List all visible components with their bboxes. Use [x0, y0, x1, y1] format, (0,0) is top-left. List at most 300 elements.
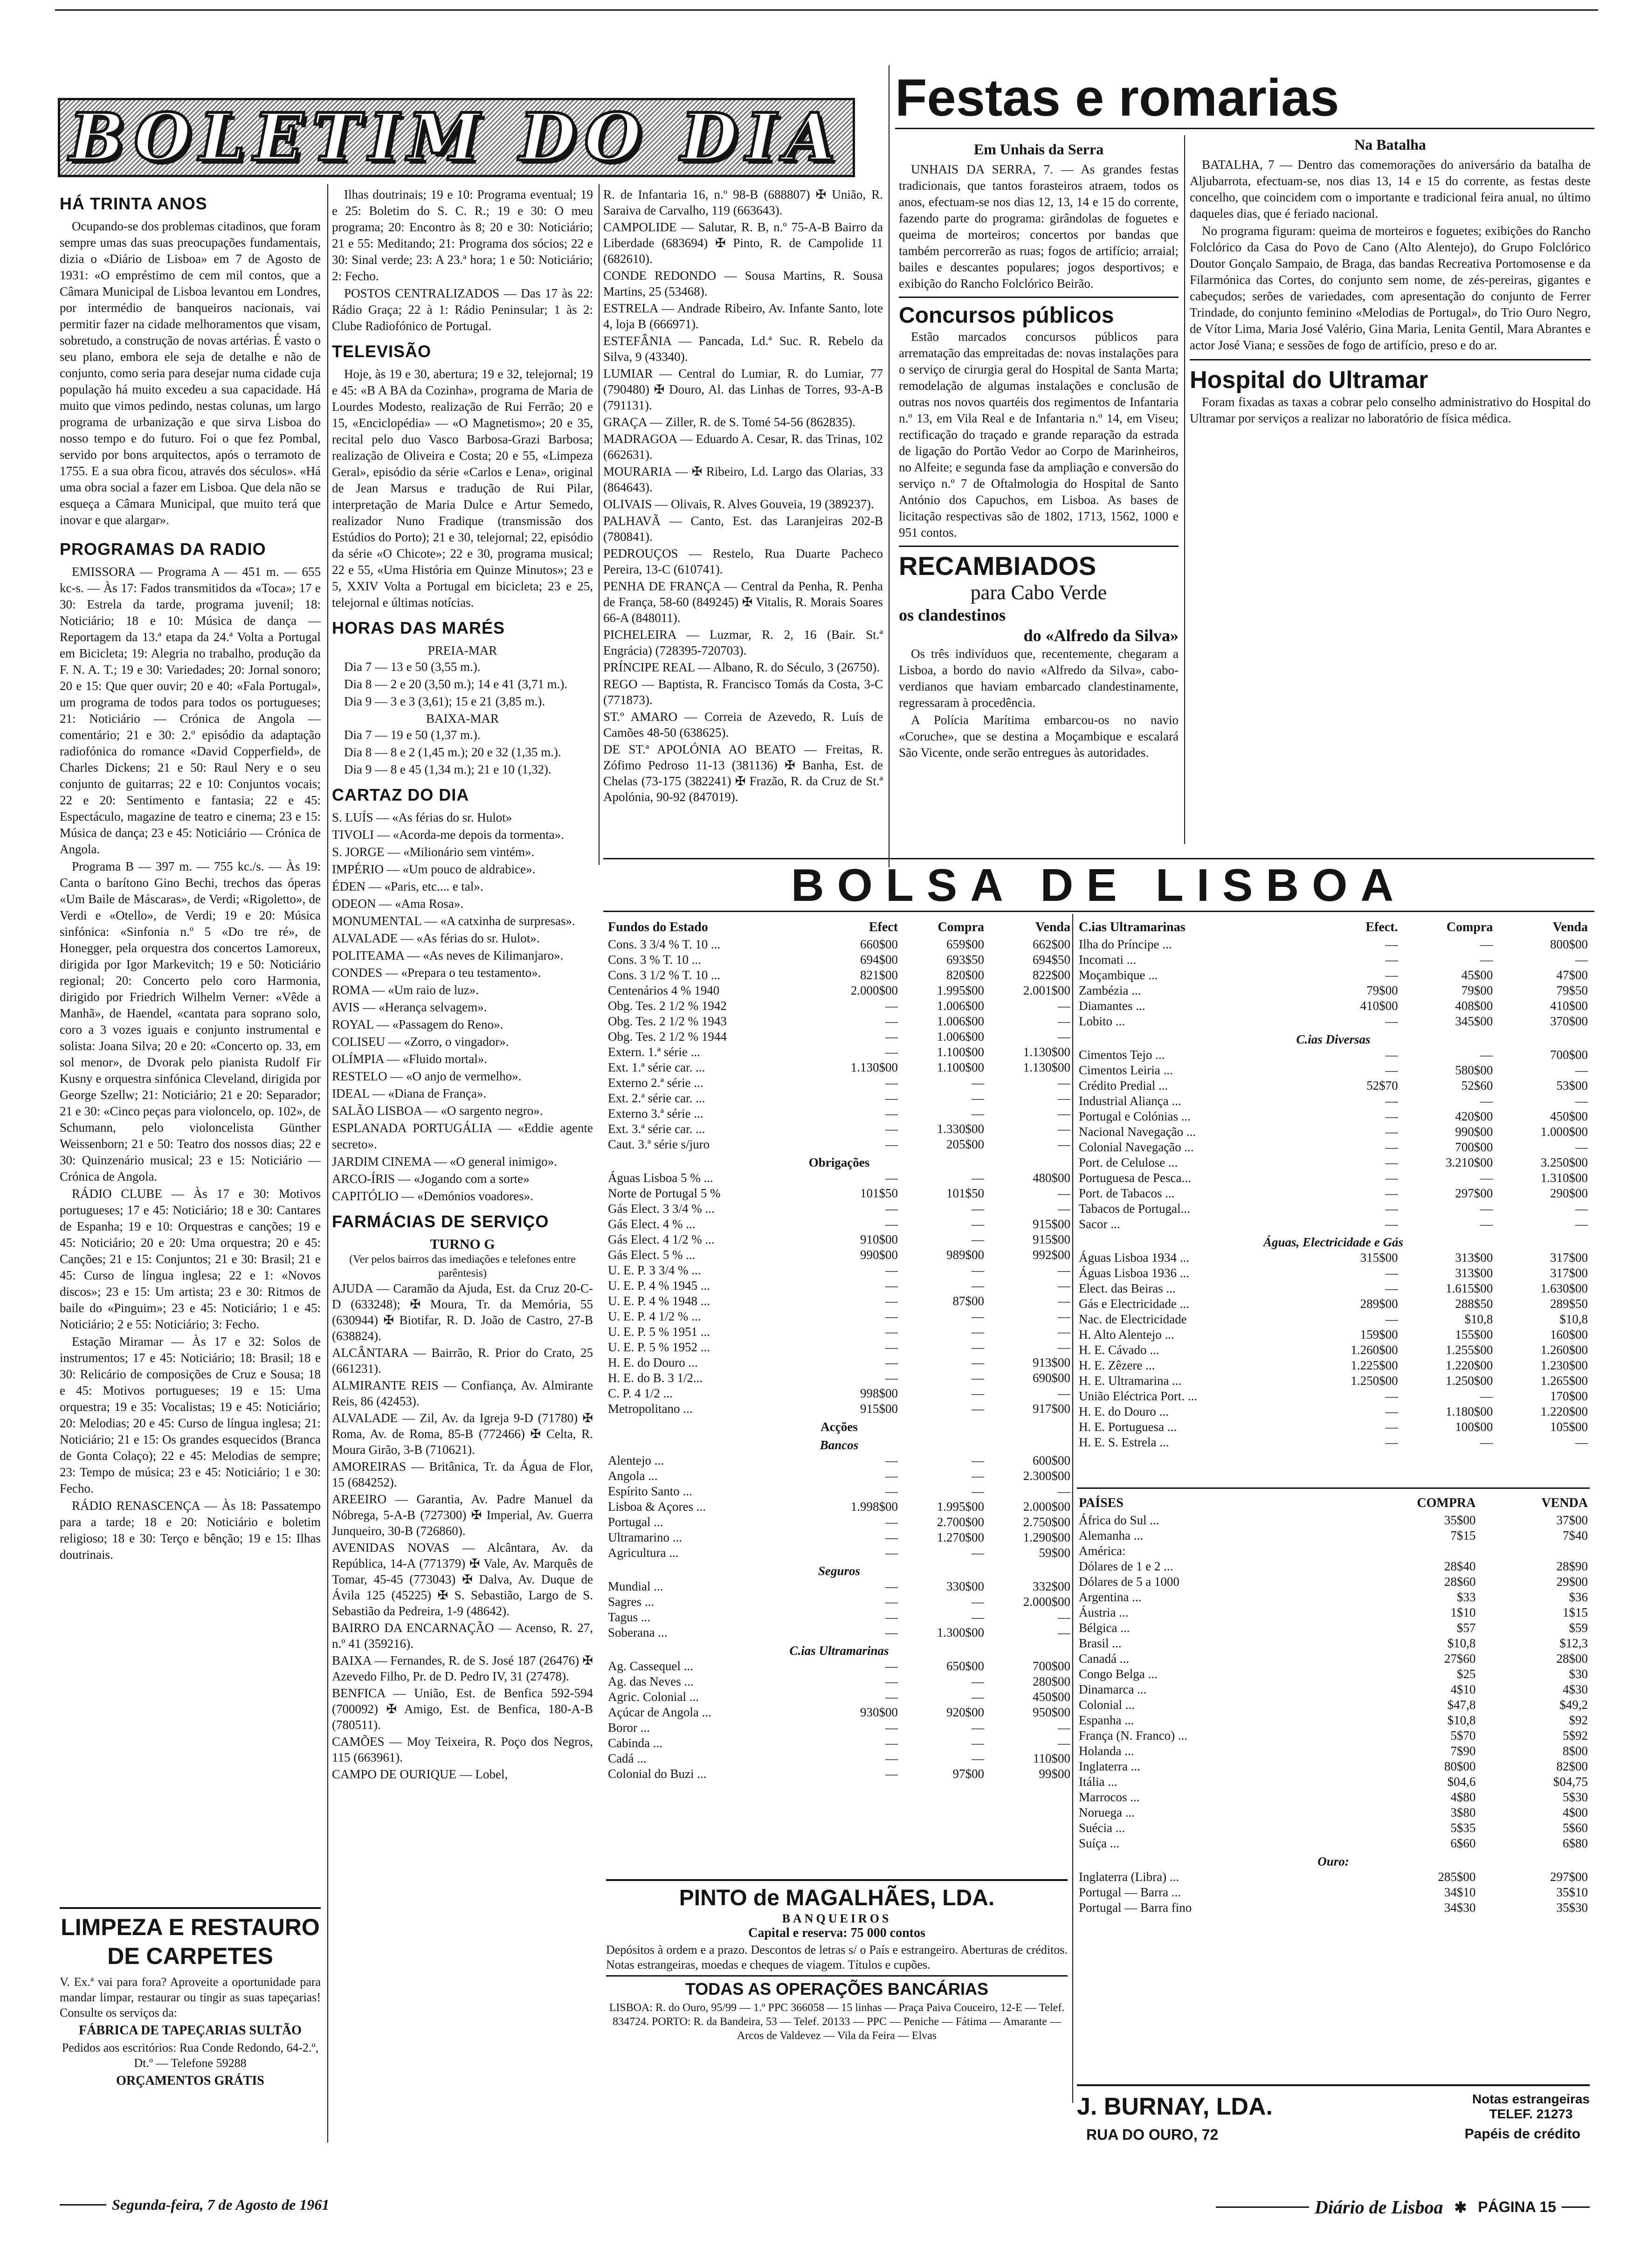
stock-row — [1077, 1389, 1590, 1404]
cinema-listing: IDEAL — «Diana de França». — [332, 1086, 487, 1100]
cell: 99$00 — [1039, 1767, 1070, 1781]
cell: — — [972, 1340, 984, 1354]
cell: 5$30 — [1563, 1790, 1588, 1804]
cell: Industrial Aliança ... — [1079, 1094, 1181, 1108]
cell: 2.000$00 — [850, 983, 898, 997]
pinto-sub: BANQUEIROS — [782, 1912, 892, 1925]
bolsa-right-table — [1077, 918, 1590, 1450]
pharmacy-entry: BENFICA — União, Est. de Benfica 592-594 (700092) ✠ Amigo, Est. de Benfica, 180-A-B (780511). — [332, 1686, 593, 1732]
currency-row — [1077, 1543, 1590, 1559]
cell: — — [885, 1325, 898, 1339]
cell: 370$00 — [1550, 1014, 1588, 1028]
unhais-text: UNHAIS DA SERRA, 7. — As grandes festas tradicionais, que tantos forasteiros atraem, todos os anos, efectuam-se nos dias 12, 13, 14 e 15 do corrente, fazendo parte do programa: girândolas de foguetes e queima de morteiros; concertos por bandas que também percorrerão as ruas; fogos de artifício; arraial; bailes e descantes populares; jogos desportivos; e exibição do Rancho Folclórico Beirão. — [899, 162, 1179, 290]
cell: — — [1385, 1048, 1398, 1062]
cell: Áustria ... — [1079, 1605, 1129, 1619]
pharmacy-entry: PALHAVÃ — Canto, Est. das Laranjeiras 202-B (780841). — [603, 514, 883, 544]
pharmacy-entry: BAIXA — Fernandes, R. de S. José 187 (26476) ✠ Azevedo Filho, Pr. de D. Pedro IV, 31 (27478). — [332, 1653, 593, 1683]
stock-row — [606, 1029, 1072, 1044]
group-heading: Obrigações — [808, 1155, 870, 1169]
pharmacy-entry: PENHA DE FRANÇA — Central da Penha, R. Penha de França, 58-60 (849245) ✠ Vitalis, R. Morais Soares 66-A (848011). — [603, 579, 883, 625]
cell: — — [1058, 1186, 1070, 1200]
burnay-note-2: TELEF. 21273 — [1489, 2107, 1573, 2121]
cell: — — [885, 1091, 898, 1105]
cell: Sagres ... — [608, 1595, 654, 1609]
stock-row — [1077, 1265, 1590, 1281]
currency-row — [1077, 1528, 1590, 1543]
cell: 1.330$00 — [937, 1122, 984, 1136]
pharmacy-entry: MADRAGOA — Eduardo A. Cesar, R. das Trinas, 102 (662631). — [603, 432, 883, 462]
cell: 650$00 — [946, 1659, 984, 1673]
pharmacy-entry: AMOREIRAS — Britânica, Tr. da Água de Flor, 15 (684252). — [332, 1459, 593, 1489]
cell: 6$60 — [1450, 1836, 1476, 1850]
cell: França (N. Franco) ... — [1079, 1729, 1188, 1742]
pinto-title: PINTO de MAGALHÃES, LDA. — [679, 1886, 995, 1910]
pharmacy-entry: CAMPO DE OURIQUE — Lobel, — [332, 1767, 508, 1781]
cinema-listing: COLISEU — «Zorro, o vingador». — [332, 1035, 509, 1049]
stock-row — [1077, 1078, 1590, 1093]
baixa-mar-list — [332, 727, 593, 778]
pharmacy-entry: R. de Infantaria 16, n.º 98-B (688807) ✠ União, R. Saraiva de Carvalho, 119 (663643). — [603, 187, 883, 217]
currency-row — [1077, 1759, 1590, 1774]
cinema-listing: S. JORGE — «Milionário sem vintém». — [332, 845, 535, 859]
cell: Cimentos Tejo ... — [1079, 1048, 1165, 1062]
cell: 3.210$00 — [1446, 1155, 1493, 1169]
cell: $47,8 — [1447, 1698, 1476, 1712]
ad-limpeza-carpetes — [60, 1907, 321, 2088]
cell: Ag. Cassequel ... — [608, 1659, 693, 1673]
stock-row — [606, 1106, 1072, 1121]
cell: — — [885, 1659, 898, 1673]
cell: — — [885, 1106, 898, 1120]
cambios-rule — [1077, 1487, 1590, 1489]
cell: 992$00 — [1033, 1248, 1070, 1262]
cell: 693$50 — [946, 953, 984, 967]
cell: Inglaterra (Libra) ... — [1079, 1870, 1179, 1884]
cell: — — [972, 1610, 984, 1624]
cell: — — [972, 1402, 984, 1416]
stock-row — [606, 1137, 1072, 1152]
cell: — — [972, 1355, 984, 1369]
cell: Portugal — Barra fino — [1079, 1901, 1192, 1915]
radio-program-paragraph: Estação Miramar — Às 17 e 32: Solos de instrumentos; 17 e 45: Noticiário; 18: Brasil; 18 e 30: Relicário de composições de Cruz e Sousa; 18 e 45: Motivos portugueses; 19 e 15: Uma orquestra; 19 e 35: Vocalistas; 19 e 45: Noticiário; 20: Melodias; 20 e 45: Curso de língua inglesa; 21: Noticiário; 21 e 15: Os grandes esquecidos (Branca de Gonta Colaço); 22 e 45: Melodias de sempre; 23: Tempo de música; 23 e 45: Noticiário; 1 e 30: Fecho. — [60, 1335, 321, 1495]
batalha-text-2: No programa figuram: queima de morteiros e foguetes; exibições do Rancho Folclórico da Casa do Povo de Cano (Alto Alentejo), do Grupo Folclórico Doutor Gonçalo Sampaio, de Braga, das bandas Recreativa Portomosense e da Filarmónica das Cortes, do conjunto sem nome, de zés-pereiras, gigantes e cabeçudos; serões de variedades, com apresentação do conjunto de Ferrer Trindade, do conjunto feminino «Melodias de Portugal», do Trio Ouro Negro, de Vítor Lima, Maria José Valério, Gina Maria, Lenita Gentil, Mara Abrantes e actor José Viana; e sessões de fogo de artifício, preso e do ar. — [1190, 224, 1591, 352]
cell: — — [885, 1579, 898, 1593]
cell: — — [885, 1371, 898, 1385]
bolsa-section — [603, 858, 1594, 912]
cell: Suíça ... — [1079, 1836, 1119, 1850]
stock-row — [1077, 1047, 1590, 1063]
concursos-title: Concursos públicos — [899, 303, 1114, 328]
stock-row — [606, 1594, 1072, 1610]
stock-row — [606, 1170, 1072, 1186]
cell: 79$00 — [1461, 983, 1493, 997]
stock-row — [1077, 1093, 1590, 1109]
cell: 79$00 — [1366, 983, 1398, 997]
column-header: Efect — [869, 920, 898, 934]
cell: — — [885, 1355, 898, 1369]
cell: Dólares de 1 e 2 ... — [1079, 1559, 1173, 1573]
group-heading: Seguros — [818, 1564, 861, 1578]
cell: 915$00 — [860, 1402, 898, 1416]
cell: — — [1058, 1736, 1070, 1750]
cell: — — [1480, 1171, 1493, 1185]
cell: Port. de Celulose ... — [1079, 1155, 1178, 1169]
tide-entry: Dia 8 — 8 e 2 (1,45 m.); 20 e 32 (1,35 m.). — [344, 745, 561, 759]
cell: Sacor ... — [1079, 1217, 1120, 1231]
cell: 915$00 — [1033, 1217, 1070, 1231]
cell: Dólares de 5 a 1000 — [1079, 1575, 1179, 1589]
cell: — — [1480, 953, 1493, 967]
cell: $36 — [1569, 1590, 1588, 1604]
cell: Ilha do Príncipe ... — [1079, 937, 1172, 951]
currency-row — [1077, 1605, 1590, 1620]
cell: $10,8 — [1464, 1312, 1493, 1326]
farmacias-note: (Ver pelos bairros das imediações e telefones entre parêntesis) — [349, 1253, 576, 1279]
column-header: Venda — [1035, 920, 1070, 934]
cell: 1.006$00 — [937, 1014, 984, 1028]
cell: — — [1058, 1030, 1070, 1044]
cell: — — [1385, 1266, 1398, 1280]
stock-row — [606, 1530, 1072, 1545]
cell: — — [972, 1202, 984, 1216]
cell: — — [1385, 1014, 1398, 1028]
stock-row — [1077, 1404, 1590, 1419]
pharmacy-entry: AREEIRO — Garantia, Av. Padre Manuel da Nóbrega, 5-A-B (727300) ✠ Imperial, Av. Guerra Junqueiro, 30-B (726860). — [332, 1492, 593, 1538]
cell: Suécia ... — [1079, 1821, 1125, 1835]
column-3 — [603, 187, 883, 806]
stock-row — [606, 998, 1072, 1014]
cell: — — [972, 1453, 984, 1467]
cell: — — [885, 1014, 898, 1028]
pharmacy-entry: CAMÕES — Moy Teixeira, R. Poço dos Negros, 115 (663961). — [332, 1735, 593, 1764]
cell: 2.700$00 — [937, 1515, 984, 1529]
cell: — — [885, 1625, 898, 1639]
preia-mar-list — [332, 659, 593, 710]
cell: — — [1575, 1140, 1588, 1154]
cell: 821$00 — [860, 968, 898, 982]
cell: 1.220$00 — [1446, 1358, 1493, 1372]
cell: — — [1058, 999, 1070, 1013]
stock-row — [606, 1659, 1072, 1674]
cell: Externo 3.ª série ... — [608, 1106, 703, 1120]
cell: 5$60 — [1563, 1821, 1588, 1835]
batalha-heading: Na Batalha — [1354, 136, 1426, 153]
cinema-listing: AVIS — «Herança selvagem». — [332, 1000, 487, 1014]
heading-horas-mares: HORAS DAS MARÉS — [332, 618, 505, 637]
cell: H. E. S. Estrela ... — [1079, 1435, 1169, 1449]
column-5 — [1190, 135, 1591, 428]
cell: Diamantes ... — [1079, 999, 1145, 1013]
cell: — — [1480, 1048, 1493, 1062]
cell: 317$00 — [1550, 1266, 1588, 1280]
cell: 5$35 — [1450, 1821, 1476, 1835]
cell: — — [1480, 1217, 1493, 1231]
cell: — — [1575, 1094, 1588, 1108]
cell: — — [885, 1122, 898, 1136]
cell: Itália ... — [1079, 1775, 1117, 1789]
cell: — — [885, 1690, 898, 1704]
column-header: COMPRA — [1417, 1496, 1476, 1510]
cell: $92 — [1569, 1713, 1588, 1727]
column-header: PAÍSES — [1079, 1496, 1124, 1510]
footer-date: Segunda-feira, 7 de Agosto de 1961 — [112, 2196, 330, 2213]
cell: Port. de Tabacos ... — [1079, 1186, 1175, 1200]
cell: Ext. 1.ª série car. ... — [608, 1060, 705, 1074]
currency-row — [1077, 1574, 1590, 1590]
cell: H. E. do B. 3 1/2... — [608, 1371, 703, 1385]
recambiados-title: RECAMBIADOS — [899, 551, 1096, 581]
cell: — — [1058, 1294, 1070, 1308]
cell: 920$00 — [946, 1705, 984, 1719]
cell: 59$00 — [1039, 1546, 1070, 1560]
preia-mar-title: PREIA-MAR — [427, 643, 497, 657]
programas-radio-text — [60, 564, 321, 1563]
cell: 8$00 — [1563, 1744, 1588, 1758]
cell: H. E. Cávado ... — [1079, 1343, 1159, 1357]
cell: Externo 2.ª série ... — [608, 1076, 703, 1090]
stock-row — [606, 1736, 1072, 1751]
tide-entry: Dia 7 — 19 e 50 (1,37 m.). — [344, 728, 481, 742]
heading-farmacias: FARMÁCIAS DE SERVIÇO — [332, 1212, 549, 1231]
cinema-listing: ROMA — «Um raio de luz». — [332, 983, 479, 997]
ad-pinto-magalhaes — [606, 1879, 1068, 2043]
cell: Moçambique ... — [1079, 968, 1158, 982]
cell: 1.100$00 — [937, 1045, 984, 1059]
stock-row — [606, 983, 1072, 998]
cell: 1.630$00 — [1540, 1281, 1588, 1295]
stock-row — [606, 1545, 1072, 1561]
pinto-capital: Capital e reserva: 75 000 contos — [748, 1926, 925, 1940]
cell: 1.130$00 — [1023, 1045, 1070, 1059]
cell: 420$00 — [1455, 1109, 1493, 1123]
cinema-listing: ARCO-ÍRIS — «Jogando com a sorte» — [332, 1172, 530, 1186]
cell: 910$00 — [860, 1232, 898, 1246]
cell: Espírito Santo ... — [608, 1484, 692, 1498]
stock-row — [606, 1014, 1072, 1029]
pinto-rule — [606, 1975, 1068, 1977]
cinema-listing: ROYAL — «Passagem do Reno». — [332, 1017, 503, 1031]
stock-row — [606, 1484, 1072, 1499]
stock-row — [606, 1152, 1072, 1170]
cell: — — [885, 1309, 898, 1323]
footer-page: PÁGINA 15 — [1478, 2199, 1556, 2215]
masthead-title: BOLETIM DO DIA — [69, 99, 844, 176]
cell: 297$00 — [1455, 1186, 1493, 1200]
stock-row — [606, 952, 1072, 968]
bolsa-title: BOLSA DE LISBOA — [791, 859, 1407, 911]
pharmacy-entry: OLIVAIS — Olivais, R. Alves Gouveia, 19 (389237). — [603, 497, 874, 511]
cell: — — [972, 1469, 984, 1483]
recambiados-sub1: para Cabo Verde — [970, 581, 1107, 604]
stock-row — [1077, 998, 1590, 1014]
cell: Cabinda ... — [608, 1736, 662, 1750]
hospital-rule — [1190, 359, 1591, 360]
cell: — — [1480, 1389, 1493, 1403]
cell: 7$40 — [1563, 1528, 1588, 1542]
cell: Zambézia ... — [1079, 983, 1141, 997]
cell: 580$00 — [1455, 1063, 1493, 1077]
cell: — — [885, 1279, 898, 1293]
cell: — — [972, 1106, 984, 1120]
cell: $59 — [1569, 1621, 1588, 1635]
pharmacy-entry: BAIRRO DA ENCARNAÇÃO — Acenso, R. 27, n.º 41 (359216). — [332, 1621, 593, 1651]
cell: $10,8 — [1559, 1312, 1588, 1326]
group-heading: Ouro: — [1317, 1854, 1349, 1868]
cell: 37$00 — [1556, 1513, 1588, 1527]
cell: 29$00 — [1556, 1575, 1588, 1589]
ad-limpeza-firm: FÁBRICA DE TAPEÇARIAS SULTÃO — [79, 2023, 302, 2038]
cell: Nacional Navegação ... — [1079, 1125, 1196, 1139]
pharmacy-entry: PEDROUÇOS — Restelo, Rua Duarte Pacheco Pereira, 13-C (610741). — [603, 546, 883, 576]
pharmacy-entry: AVENIDAS NOVAS — Alcântara, Av. da República, 14-A (771379) ✠ Vale, Av. Marquês de Tomar, 45-45 (773043) ✠ Dalva, Av. Duque de Ávila 125 (45225) ✠ S. Sebastião, Largo de S. Sebastião da Pedreira, 1-9 (48642). — [332, 1541, 593, 1618]
cell: Alemanha ... — [1079, 1528, 1143, 1542]
cell: 87$00 — [952, 1294, 984, 1308]
cell: Cons. 3 3/4 % T. 10 ... — [608, 937, 721, 951]
ad-limpeza-text: V. Ex.ª vai para fora? Aproveite a oportunidade para mandar limpar, restaurar ou tingir as suas tapeçarias! Consulte os serviços da: — [60, 1975, 321, 2019]
cinema-listing: TIVOLI — «Acorda-me depois da tormenta». — [332, 828, 564, 842]
cell: Águas Lisboa 1936 ... — [1079, 1266, 1189, 1280]
cell: União Eléctrica Port. ... — [1079, 1389, 1198, 1403]
cell: H. E. do Douro ... — [608, 1355, 698, 1369]
stock-row — [606, 1075, 1072, 1091]
cell: — — [1385, 1094, 1398, 1108]
cell: — — [972, 1386, 984, 1400]
pharmacy-entry: AJUDA — Caramão da Ajuda, Est. da Cruz 20-C-D (633248); ✠ Moura, Tr. da Memória, 55 (630944) ✠ Biotifar, R. D. João de Castro, 27-B (638824). — [332, 1281, 593, 1343]
cell — [1477, 1543, 1590, 1559]
stock-row — [606, 1355, 1072, 1370]
cell: Marrocos ... — [1079, 1790, 1140, 1804]
stock-row — [1077, 1186, 1590, 1201]
cell: 998$00 — [860, 1386, 898, 1400]
currency-row — [1077, 1513, 1590, 1528]
festas-rule — [895, 128, 1594, 129]
cell: — — [1385, 1109, 1398, 1123]
cell: — — [972, 1371, 984, 1385]
pharmacy-entry: PRÍNCIPE REAL — Albano, R. do Século, 3 (26750). — [603, 660, 880, 674]
column-header: Compra — [1446, 920, 1493, 934]
cell: Crédito Predial ... — [1079, 1079, 1168, 1093]
pharmacy-entry: ALCÂNTARA — Bairrão, R. Prior do Crato, 25 (661231). — [332, 1346, 593, 1376]
cell: — — [1385, 1140, 1398, 1154]
cell: — — [1058, 1106, 1070, 1120]
concursos-rule — [899, 297, 1179, 298]
cell: 1.130$00 — [1023, 1060, 1070, 1074]
cell: 52$70 — [1366, 1079, 1398, 1093]
cell: 5$70 — [1450, 1729, 1476, 1742]
cell: H. E. Portuguesa ... — [1079, 1420, 1177, 1434]
cell: África do Sul ... — [1079, 1513, 1159, 1527]
cell: Colonial ... — [1079, 1698, 1135, 1712]
cell: 6$80 — [1563, 1836, 1588, 1850]
bolsa-left-table — [606, 918, 1072, 1782]
cell: — — [885, 1217, 898, 1231]
column-header: C.ias Ultramarinas — [1079, 920, 1186, 934]
column-header: Compra — [938, 920, 984, 934]
cell: 313$00 — [1455, 1251, 1493, 1265]
stock-row — [1077, 1373, 1590, 1389]
cell: — — [1058, 1610, 1070, 1624]
cell: 289$50 — [1550, 1297, 1588, 1311]
cell: 155$00 — [1455, 1328, 1493, 1341]
currency-row — [1077, 1697, 1590, 1713]
cell: Nac. de Electricidade — [1079, 1312, 1187, 1326]
cell: — — [885, 1171, 898, 1185]
stock-row — [606, 1386, 1072, 1401]
stock-row — [606, 1453, 1072, 1468]
cell: 1.006$00 — [937, 999, 984, 1013]
stock-row — [1077, 1217, 1590, 1232]
stock-row — [1077, 983, 1590, 998]
pharmacy-entry: PICHELEIRA — Luzmar, R. 2, 16 (Bair. St.ª Engrácia) (728395-720703). — [603, 628, 883, 657]
cell: 80$00 — [1444, 1759, 1476, 1773]
cell: Águas Lisboa 5 % ... — [608, 1171, 713, 1185]
cell: 290$00 — [1550, 1186, 1588, 1200]
stock-row — [606, 1751, 1072, 1766]
cell: Portugal — Barra ... — [1079, 1885, 1181, 1899]
stock-row — [606, 1309, 1072, 1324]
stock-row — [606, 1499, 1072, 1514]
footer-dash-right — [1216, 2206, 1309, 2208]
cell: Ext. 2.ª série car. ... — [608, 1091, 705, 1105]
cell: — — [1058, 1340, 1070, 1354]
pharmacy-entry: LUMIAR — Central do Lumiar, R. do Lumiar, 77 (790480) ✠ Douro, Al. das Linhas de Torres, 93-A-B (791131). — [603, 366, 883, 412]
cell: 660$00 — [860, 937, 898, 951]
stock-row — [606, 1370, 1072, 1386]
stock-row — [606, 1514, 1072, 1530]
cell: 159$00 — [1360, 1328, 1398, 1341]
cambios-table — [1077, 1494, 1590, 1915]
cell: Gás Elect. 4 1/2 % ... — [608, 1232, 715, 1246]
cell: — — [1480, 1202, 1493, 1216]
cell: — — [972, 1076, 984, 1090]
cell: 34$10 — [1444, 1885, 1476, 1899]
pinto-text: Depósitos à ordem e a prazo. Descontos de letras s/ o País e estrangeiro. Aberturas de créditos. Notas estrangeiras, moedas e cheques de viagem. Títulos e cupões. — [606, 1943, 1068, 1971]
cell: Extern. 1.ª série ... — [608, 1045, 700, 1059]
stock-row — [606, 937, 1072, 952]
cell: 1.100$00 — [937, 1060, 984, 1074]
cell: — — [1385, 1063, 1398, 1077]
festas-title: Festas e romarias — [895, 69, 1339, 127]
cell: Gás e Electricidade ... — [1079, 1297, 1189, 1311]
recambiados-sub2: os clandestinos — [899, 606, 1006, 624]
stock-row — [1077, 1124, 1590, 1140]
stock-row — [1077, 1170, 1590, 1186]
pharmacy-entry: CAMPOLIDE — Salutar, R. B, n.º 75-A-B Bairro da Liberdade (683694) ✠ Pinto, R. de Campolide 11 (682610). — [603, 220, 883, 266]
cinema-listing: JARDIM CINEMA — «O general inimigo». — [332, 1155, 557, 1169]
cell: 1.995$00 — [937, 983, 984, 997]
cell: — — [1480, 1435, 1493, 1449]
group-heading: C.ias Diversas — [1296, 1032, 1371, 1046]
cell: 917$00 — [1033, 1402, 1070, 1416]
cell: 28$00 — [1556, 1652, 1588, 1666]
cell: 659$00 — [946, 937, 984, 951]
ad-limpeza-title: LIMPEZA E RESTAURO DE CARPETES — [61, 1914, 320, 1969]
cartaz-list — [332, 809, 593, 1204]
cinema-listing: POLITEAMA — «As neves de Kilimanjaro». — [332, 948, 564, 962]
cell: $33 — [1456, 1590, 1476, 1604]
radio-program-paragraph: Ilhas doutrinais; 19 e 10: Programa eventual; 19 e 25: Boletim do S. C. R.; 19 e 30: O meu programa; 20: Encontro às 8; 20 e 30: Noticiário; 21 e 55: Meditando; 21: Programa dos sócios; 22 e 30: Sinal verde; 23: A 23.ª hora; 1 e 50: Noticiário; 2: Fecho. — [332, 187, 593, 283]
cinema-listing: MONUMENTAL — «A catxinha de surpresas». — [332, 914, 575, 928]
heading-programas-radio: PROGRAMAS DA RADIO — [60, 539, 266, 559]
cell: $12,3 — [1559, 1636, 1588, 1650]
cell: U. E. P. 5 % 1951 ... — [608, 1325, 710, 1339]
group-heading: C.ias Ultramarinas — [789, 1644, 889, 1658]
cell: $10,8 — [1447, 1713, 1476, 1727]
footer-right — [1072, 2196, 1590, 2218]
cell: Angola ... — [608, 1469, 658, 1483]
cell: 1.260$00 — [1351, 1343, 1398, 1357]
stock-row — [1077, 952, 1590, 968]
